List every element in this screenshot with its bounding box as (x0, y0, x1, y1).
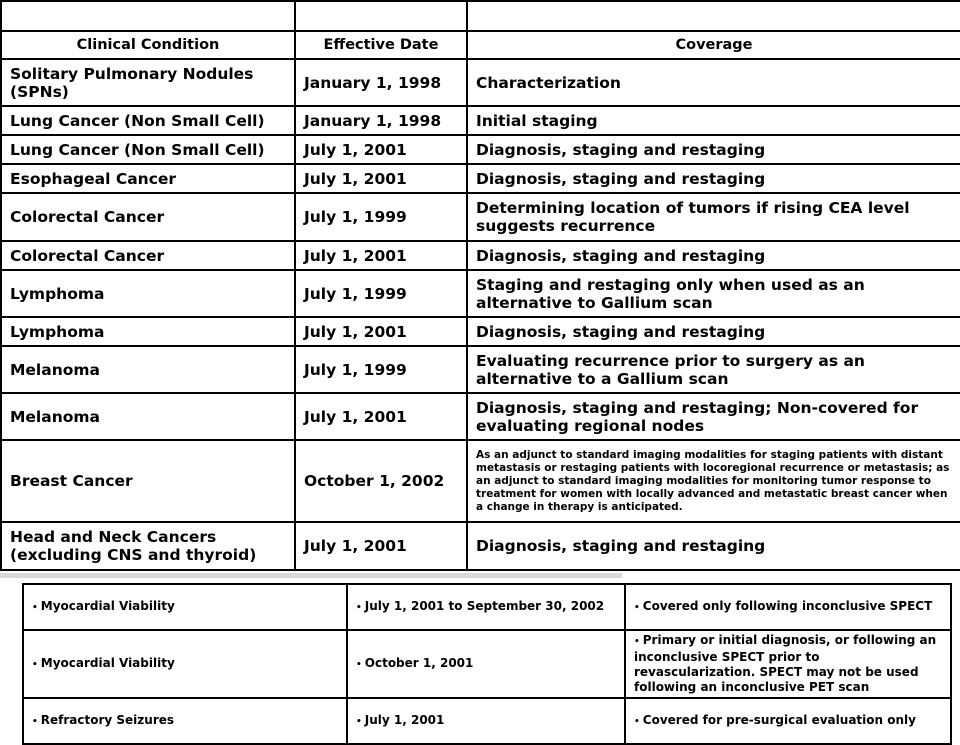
table-row (1, 393, 960, 440)
coverage-cell: Diagnosis, staging and restaging (467, 317, 960, 346)
condition-cell: Colorectal Cancer (1, 241, 295, 270)
condition-cell: Lung Cancer (Non Small Cell) (1, 135, 295, 164)
table-row (1, 522, 960, 570)
condition-cell (23, 584, 347, 630)
table-row (1, 164, 960, 193)
bullet-icon: • (32, 659, 38, 670)
coverage-cell: Initial staging (467, 106, 960, 135)
bullet-icon: • (356, 659, 362, 670)
header-row (1, 31, 960, 59)
date-text: October 1, 2001 (364, 655, 474, 670)
bullet-icon: • (634, 602, 640, 613)
coverage-cell: Diagnosis, staging and restaging (467, 241, 960, 270)
table-row (1, 440, 960, 522)
table-row (1, 241, 960, 270)
date-cell: July 1, 2001 (295, 522, 467, 570)
coverage-text: Primary or initial diagnosis, or following an inconclusive SPECT prior to revascularization. SPECT may not be used following an inconclusive PET scan (634, 633, 937, 694)
condition-cell: Esophageal Cancer (1, 164, 295, 193)
condition-cell: Lymphoma (1, 270, 295, 317)
condition-cell: Breast Cancer (1, 440, 295, 522)
date-cell (347, 630, 625, 698)
table-row (1, 346, 960, 393)
coverage-cell: Diagnosis, staging and restaging (467, 164, 960, 193)
condition-cell: Solitary Pulmonary Nodules (SPNs) (1, 59, 295, 106)
condition-cell: Lymphoma (1, 317, 295, 346)
table-row (23, 584, 951, 630)
date-text: July 1, 2001 to September 30, 2002 (364, 598, 605, 613)
date-cell: January 1, 1998 (295, 59, 467, 106)
coverage-text: Covered only following inconclusive SPECT (642, 598, 933, 613)
coverage-cell: Determining location of tumors if rising CEA level suggests recurrence (467, 193, 960, 241)
condition-cell (23, 630, 347, 698)
coverage-cell (625, 584, 951, 630)
header-effective-date: Effective Date (295, 31, 467, 59)
coverage-cell: Diagnosis, staging and restaging; Non-covered for evaluating regional nodes (467, 393, 960, 440)
condition-cell (23, 698, 347, 744)
table-row (1, 193, 960, 241)
table-row (1, 106, 960, 135)
coverage-cell: Diagnosis, staging and restaging (467, 135, 960, 164)
bullet-icon: • (634, 716, 640, 727)
condition-text: Refractory Seizures (40, 712, 175, 727)
coverage-cell: Staging and restaging only when used as an alternative to Gallium scan (467, 270, 960, 317)
condition-cell: Melanoma (1, 346, 295, 393)
additional-coverage-table (22, 583, 952, 745)
date-cell: July 1, 2001 (295, 135, 467, 164)
table-row (1, 317, 960, 346)
bullet-icon: • (356, 602, 362, 613)
table-row (23, 630, 951, 698)
date-cell (347, 698, 625, 744)
table-row (1, 270, 960, 317)
condition-text: Myocardial Viability (40, 655, 175, 670)
table-shadow-divider (0, 573, 622, 578)
bullet-icon: • (32, 602, 38, 613)
header-clinical-condition: Clinical Condition (1, 31, 295, 59)
blank-cell (295, 1, 467, 31)
date-cell: July 1, 2001 (295, 317, 467, 346)
date-cell: October 1, 2002 (295, 440, 467, 522)
blank-cell (1, 1, 295, 31)
condition-cell: Head and Neck Cancers (excluding CNS and thyroid) (1, 522, 295, 570)
table-row (1, 59, 960, 106)
header-coverage: Coverage (467, 31, 960, 59)
coverage-cell (625, 698, 951, 744)
date-cell: July 1, 2001 (295, 164, 467, 193)
condition-cell: Melanoma (1, 393, 295, 440)
condition-text: Myocardial Viability (40, 598, 175, 613)
date-cell: July 1, 1999 (295, 270, 467, 317)
date-cell: July 1, 1999 (295, 193, 467, 241)
date-cell: July 1, 1999 (295, 346, 467, 393)
date-text: July 1, 2001 (364, 712, 445, 727)
bullet-icon: • (32, 716, 38, 727)
bullet-icon: • (356, 716, 362, 727)
blank-cell (467, 1, 960, 31)
condition-cell: Colorectal Cancer (1, 193, 295, 241)
table-row (1, 135, 960, 164)
date-cell (347, 584, 625, 630)
coverage-cell: Diagnosis, staging and restaging (467, 522, 960, 570)
date-cell: July 1, 2001 (295, 393, 467, 440)
table-row (23, 698, 951, 744)
blank-top-row (1, 1, 960, 31)
coverage-text: Covered for pre-surgical evaluation only (642, 712, 916, 727)
coverage-cell: As an adjunct to standard imaging modalities for staging patients with distant metastasis or restaging patients with locoregional recurrence or metastasis; as an adjunct to standard imaging modalities for monitoring tumor response to treatment for women with locally advanced and metastatic breast cancer when a change in therapy is anticipated. (467, 440, 960, 522)
coverage-cell: Characterization (467, 59, 960, 106)
date-cell: January 1, 1998 (295, 106, 467, 135)
coverage-cell (625, 630, 951, 698)
date-cell: July 1, 2001 (295, 241, 467, 270)
condition-cell: Lung Cancer (Non Small Cell) (1, 106, 295, 135)
bullet-icon: • (634, 637, 640, 647)
coverage-cell: Evaluating recurrence prior to surgery as an alternative to a Gallium scan (467, 346, 960, 393)
